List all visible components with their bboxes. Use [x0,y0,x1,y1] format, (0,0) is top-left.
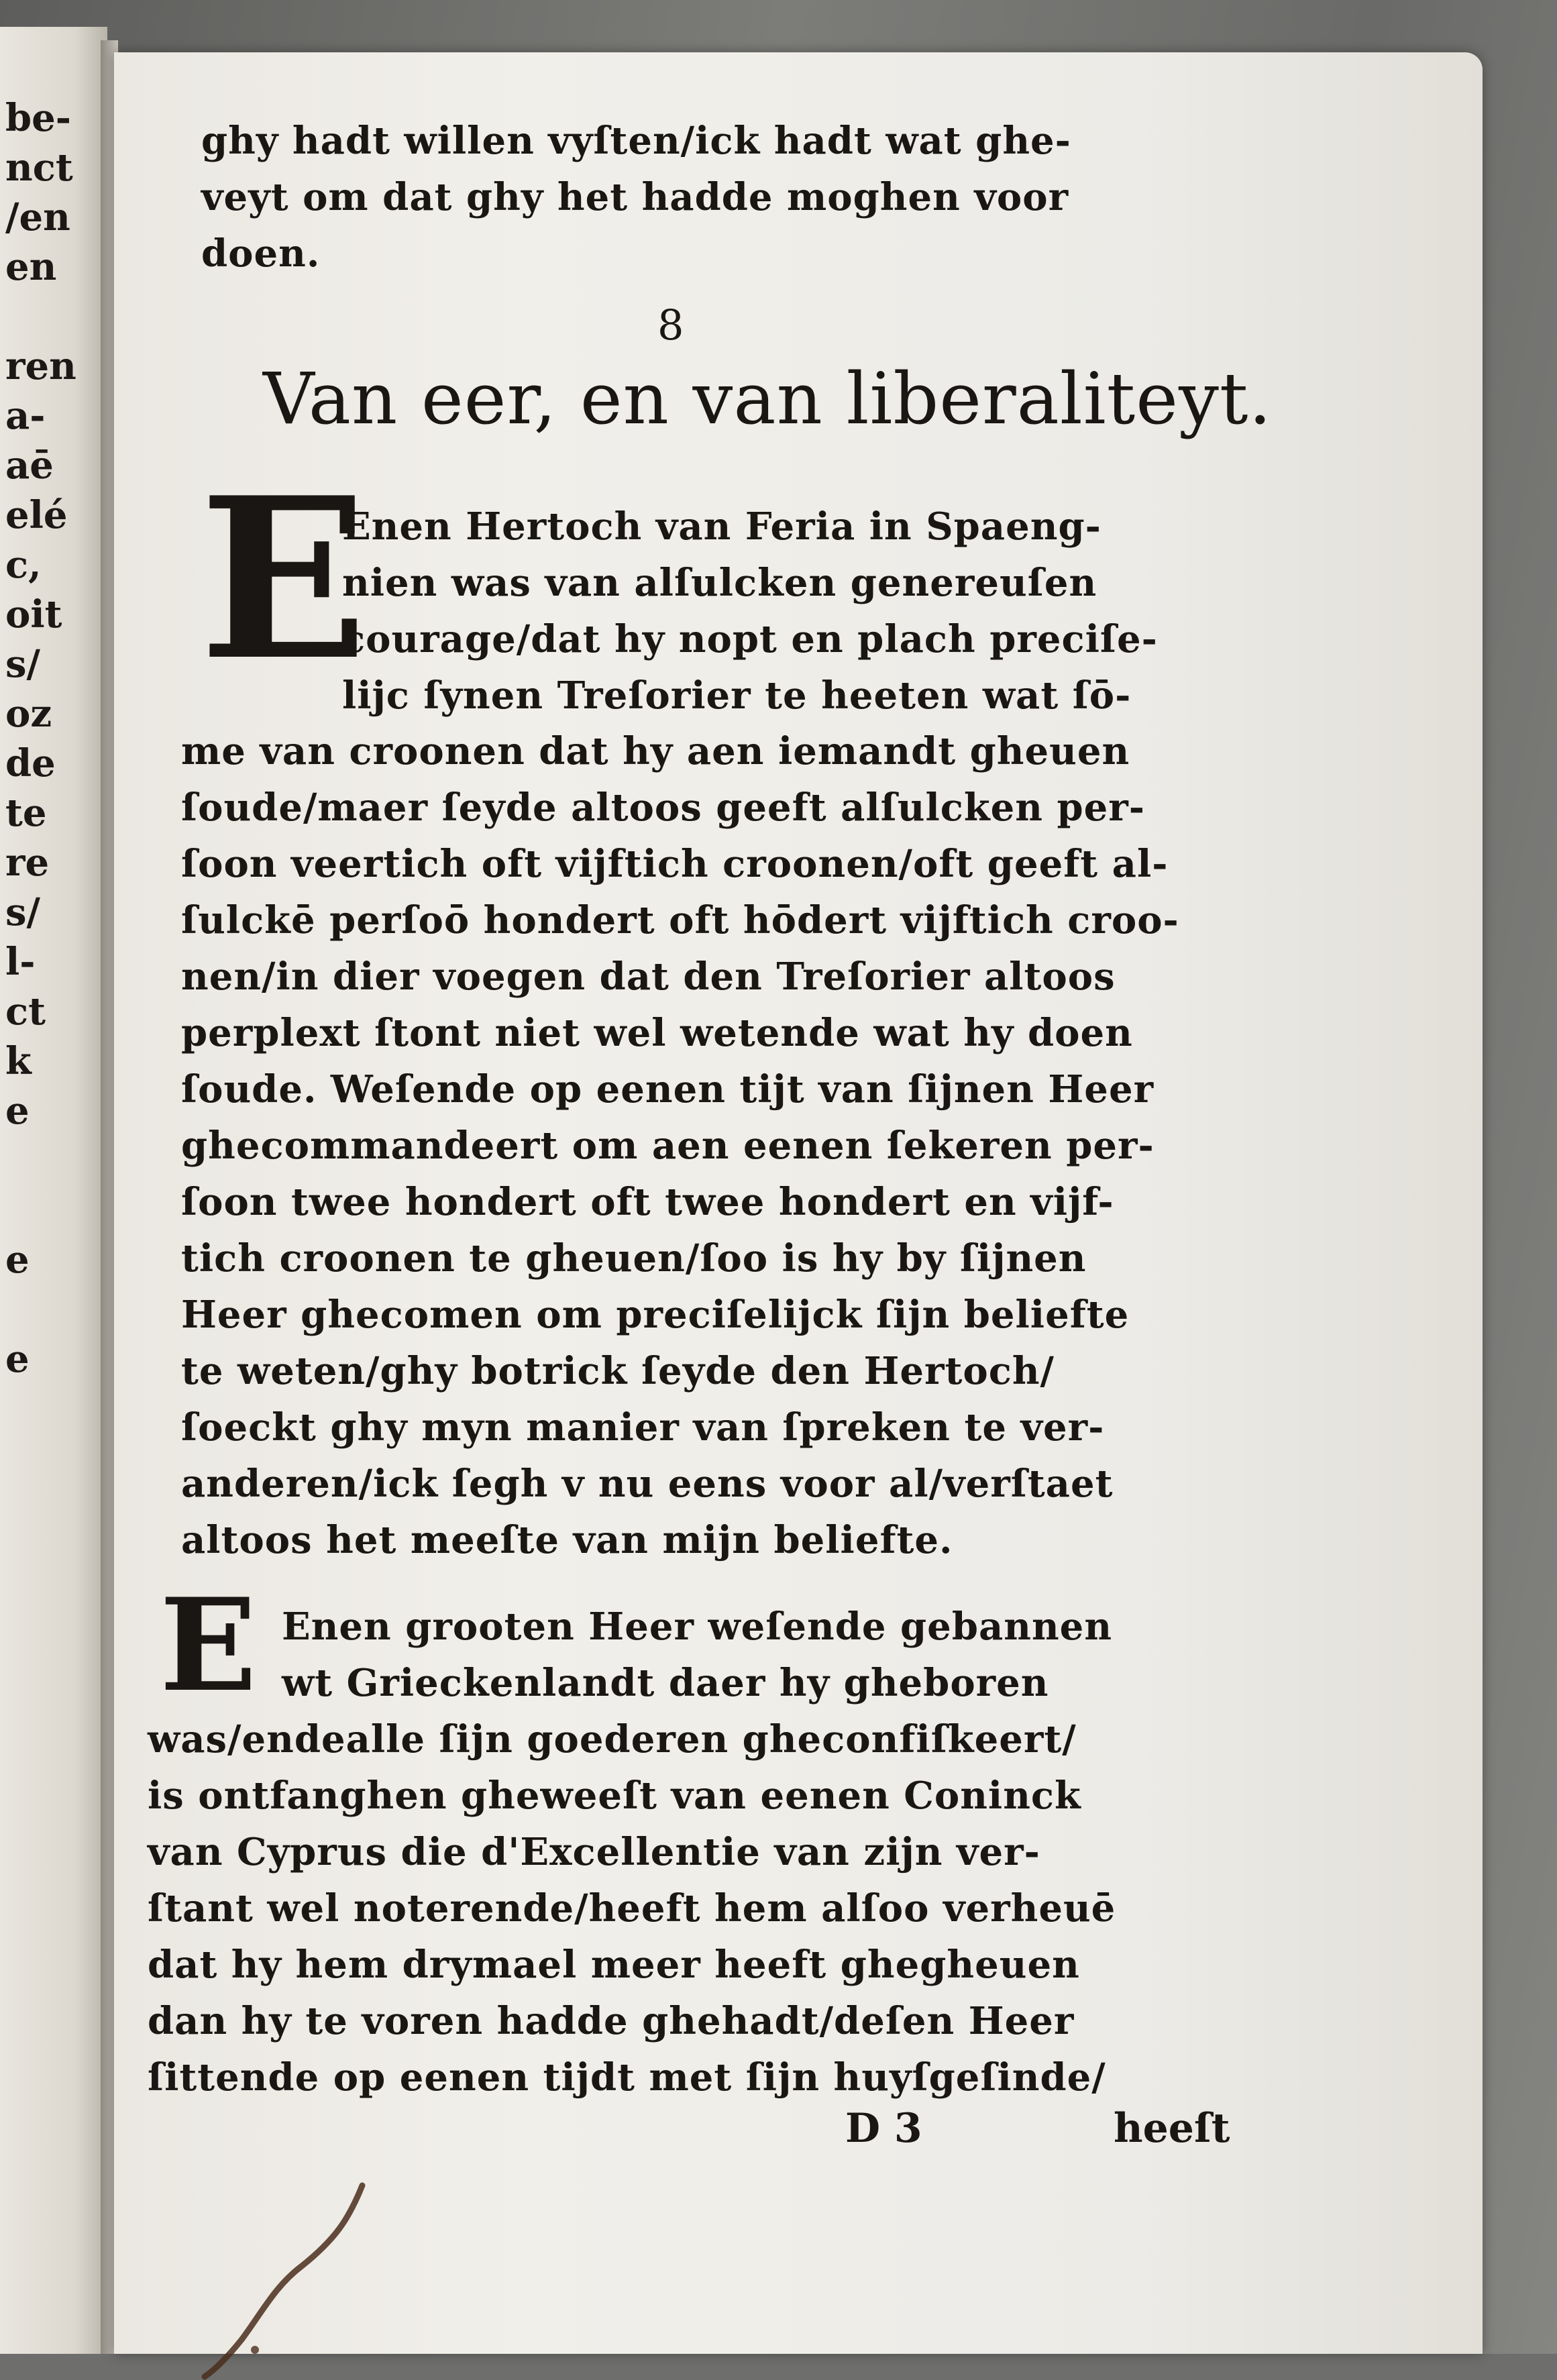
left-page-fragment: te [5,791,47,835]
text-line: altoos het meeſte van mijn beliefte. [181,1518,953,1562]
left-page-fragment: nct [5,146,73,190]
text-line: perplext ſtont niet wel wetende wat hy doen [181,1011,1133,1055]
text-line: ſoude/maer ſeyde altoos geeft alſulcken per- [181,786,1146,830]
section-title: Van eer, en van liberaliteyt. [263,358,1273,440]
left-page-fragment: elé [5,493,68,537]
text-line: ſoude. Weſende op eenen tijt van ſijnen Heer [181,1067,1155,1112]
text-line: dat hy hem drymael meer heeft ghegheuen [148,1943,1080,1987]
text-line: veyt om dat ghy het hadde moghen voor [201,175,1069,219]
catchword: heeſt [1114,2105,1230,2152]
text-line: ſittende op eenen tijdt met ſijn huyſgeſinde/ [148,2055,1106,2100]
left-page-edge [0,27,107,2354]
text-line: ſoon twee hondert oft twee hondert en vijf- [181,1180,1114,1224]
page-number: 8 [657,301,684,349]
text-line: wt Grieckenlandt daer hy gheboren [282,1661,1049,1705]
left-page-fragment: de [5,741,56,786]
book-page [114,52,1483,2354]
left-page-fragment: be- [5,96,72,140]
text-line: Enen Hertoch van Feria in Spaeng- [342,504,1102,549]
left-page-fragment: aē [5,443,54,488]
left-page-fragment: s/ [5,890,40,934]
text-line: ſulckē perſoō hondert oft hōdert vijftich croo- [181,898,1179,942]
text-line: doen. [201,231,321,276]
text-line: me van croonen dat hy aen iemandt gheuen [181,729,1130,773]
drop-cap-initial: E [199,449,368,709]
left-page-fragment: s/ [5,642,40,686]
left-page-fragment: ct [5,989,46,1034]
text-line: van Cyprus die d'Excellentie van zijn ver- [148,1830,1040,1874]
text-line: nen/in dier voegen dat den Treſorier altoos [181,955,1116,999]
text-line: nien was van alſulcken genereuſen [342,561,1097,605]
text-line: is ontfanghen gheweeſt van eenen Coninck [148,1774,1081,1818]
text-line: courage/dat hy nopt en plach preciſe- [342,617,1158,661]
left-page-fragment: ren [5,344,76,388]
text-line: dan hy te voren hadde ghehadt/deſen Heer [148,1999,1075,2043]
text-line: tich croonen te gheuen/ſoo is hy by ſijnen [181,1236,1087,1281]
left-page-fragment: oz [5,692,52,736]
left-page-fragment: e [5,1337,30,1381]
left-page-fragment: /en [5,195,70,239]
paragraph-2-top [282,1599,1112,1711]
left-page-fragment: l- [5,940,36,984]
preceding-text [201,113,1071,282]
signature-mark: D 3 [845,2105,922,2152]
text-line: Enen grooten Heer weſende gebannen [282,1605,1113,1649]
left-page-fragment: e [5,1238,30,1282]
left-page-fragment: oit [5,592,62,637]
text-line: ſtant wel noterende/heeft hem alſoo verheuē [148,1886,1116,1931]
ink-stain [201,2179,376,2380]
text-line: Heer ghecomen om preciſelijck ſijn beliefte [181,1293,1130,1337]
text-line: te weten/ghy botrick ſeyde den Hertoch/ [181,1349,1055,1393]
left-page-fragment: k [5,1039,32,1083]
paragraph-1-top [342,498,1158,724]
left-page-fragment: a- [5,394,46,438]
left-page-fragment: c, [5,543,42,587]
left-page-fragment: re [5,841,50,885]
paragraph-1-body [181,723,1179,1568]
left-page-fragment: en [5,245,57,289]
text-line: ſoon veertich oft vijftich croonen/oft geeft al- [181,842,1169,886]
text-line: lijc ſynen Treſorier te heeten wat ſō- [342,673,1132,718]
left-page-fragment: e [5,1089,30,1133]
paragraph-2-body [148,1711,1116,2106]
text-line: anderen/ick ſegh v nu eens voor al/verſtaet [181,1462,1114,1506]
text-line: ghy hadt willen vyſten/ick hadt wat ghe- [201,119,1071,163]
text-line: was/endealle ſijn goederen gheconfiſkeert/ [148,1717,1077,1762]
text-line: ſoeckt ghy myn manier van ſpreken te ver- [181,1405,1105,1450]
text-line: ghecommandeert om aen eenen ſekeren per- [181,1124,1155,1168]
drop-cap-initial-2: E [160,1570,257,1720]
